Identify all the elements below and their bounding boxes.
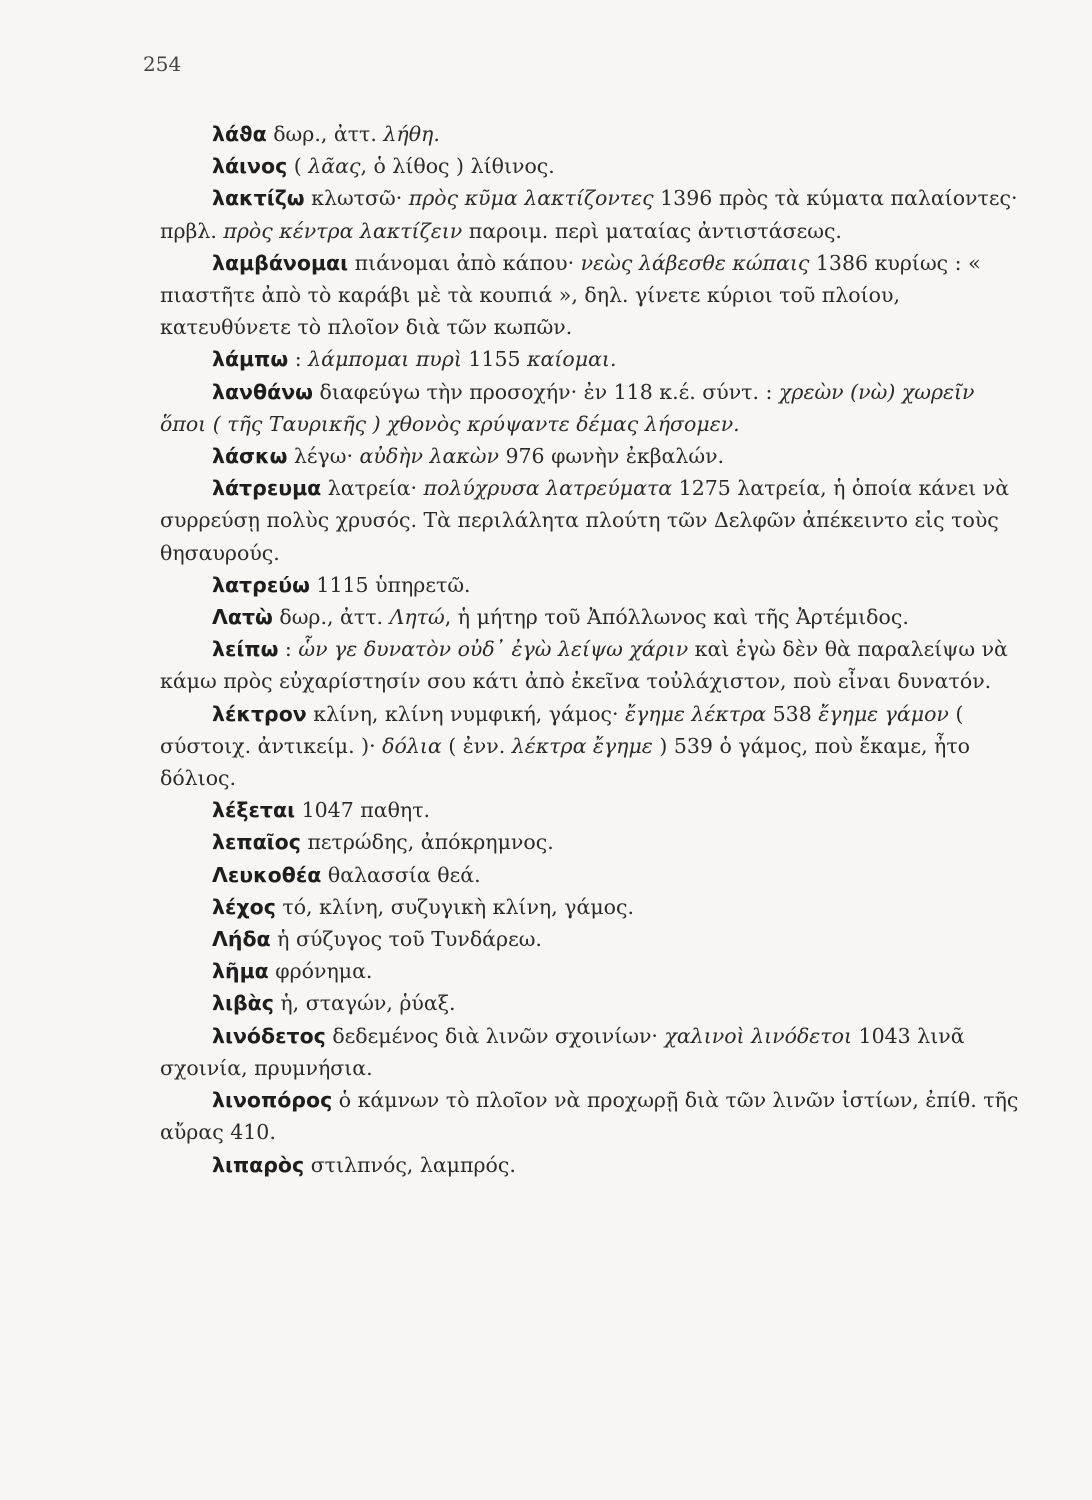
entry-definition: λέγω·: [287, 444, 360, 469]
entry-headword: Λήδα: [212, 927, 271, 952]
entry-headword: λάτρευμα: [212, 476, 322, 501]
entry-quotation: πρὸς κέντρα λακτίζειν: [223, 218, 463, 243]
entry-definition: πετρώδης, ἀπόκρημνος.: [300, 830, 554, 855]
entry-headword: λέκτρον: [212, 701, 307, 726]
glossary-entry: [160, 569, 1020, 601]
entry-headword: λαμβάνομαι: [212, 250, 349, 275]
glossary-entry: [160, 376, 1020, 440]
entry-definition: 1396 πρὸς τὰ κύματα παλαίοντες· πρβλ.: [160, 186, 1018, 243]
entry-definition: στιλπνός, λαμπρός.: [304, 1152, 516, 1177]
entry-headword: λάινος: [212, 154, 288, 179]
entry-definition: 1043 λινᾶ σχοινία, πρυμνήσια.: [160, 1023, 965, 1080]
entry-headword: λεπαῖος: [212, 830, 301, 855]
entry-headword: Λευκοθέα: [212, 862, 322, 887]
entry-definition: τό, κλίνη, συζυγικὴ κλίνη, γάμος.: [275, 894, 635, 919]
entry-definition: , ὁ λίθος ) λίθινος.: [360, 154, 555, 179]
glossary-entry: [160, 1020, 1020, 1084]
entry-definition: 1155: [461, 347, 528, 372]
entry-definition: ἡ, σταγών, ῥύαξ.: [273, 991, 456, 1016]
entry-definition: :: [278, 637, 299, 662]
glossary-entry: [160, 955, 1020, 987]
entry-definition: δεδεμένος διὰ λινῶν σχοινίων·: [325, 1023, 665, 1048]
entry-definition: 1386 κυρίως : « πιαστῆτε ἀπὸ τὸ καράβι μὲ τὰ κουπιά », δηλ. γίνετε κύριοι τοῦ πλοίου, κατευθύνετε τὸ πλοῖον διὰ τῶν κωπῶν.: [160, 250, 981, 340]
glossary-entry: [160, 601, 1020, 633]
entry-quotation: λᾶας: [308, 154, 361, 179]
entry-definition: φρόνημα.: [268, 959, 373, 984]
entry-headword: λάϑα: [212, 122, 267, 146]
entry-definition: ) 539 ὁ γάμος, ποὺ ἔκαμε, ἦτο δόλιος.: [160, 733, 970, 791]
entry-definition: 976 φωνὴν ἐκβαλών.: [498, 444, 725, 469]
entry-headword: λάμπω: [212, 347, 289, 372]
glossary-entry: [160, 150, 1020, 182]
entry-definition: κλίνη, κλίνη νυμφική, γάμος·: [306, 701, 626, 726]
entry-headword: λινοπόρος: [212, 1088, 333, 1113]
entry-definition: (: [287, 154, 309, 179]
entry-quotation: λήθη.: [383, 122, 440, 146]
entry-definition: παροιμ. περὶ ματαίας ἀντιστάσεως.: [462, 218, 842, 243]
entry-quotation: λάμπομαι πυρὶ: [308, 347, 462, 372]
glossary-entry: [160, 891, 1020, 923]
entry-definition: 1275 λατρεία, ἡ ὁποία κάνει νὰ συρρεύσῃ πολὺς χρυσός. Τὰ περιλάλητα πλούτη τῶν Δελφῶν ἀπέκειντο εἰς τοὺς θησαυρούς.: [160, 476, 1010, 565]
glossary-entry: [160, 118, 1020, 150]
entry-definition: διαφεύγω τὴν προσοχήν· ἐν 118 κ.έ. σύντ. :: [312, 379, 779, 404]
entry-definition: θαλασσία θεά.: [321, 862, 481, 887]
glossary-entry: [160, 859, 1020, 891]
entry-definition: πιάνομαι ἀπὸ κάπου·: [348, 250, 581, 275]
entry-quotation: Λητώ: [389, 605, 445, 630]
glossary-entry: [160, 343, 1020, 375]
entry-headword: λακτίζω: [212, 186, 305, 211]
entry-quotation: δόλια: [382, 733, 442, 758]
entry-definition: :: [288, 347, 309, 372]
entry-definition: λατρεία·: [321, 476, 424, 501]
glossary-entries: [160, 118, 1020, 1181]
entry-quotation: λέκτρα ἔγημε: [511, 733, 653, 758]
entry-headword: λανθάνω: [212, 379, 313, 404]
glossary-entry: [160, 826, 1020, 858]
entry-definition: ( ἐνν.: [441, 733, 512, 758]
glossary-entry: [160, 698, 1020, 795]
entry-quotation: ὧν γε δυνατὸν οὐδ᾽ ἐγὼ λείψω χάριν: [298, 637, 689, 662]
entry-definition: ὁ κάμνων τὸ πλοῖον νὰ προχωρῇ διὰ τῶν λινῶν ἱστίων, ἐπίθ. τῆς αὔρας 410.: [160, 1088, 1019, 1145]
entry-headword: λείπω: [212, 637, 279, 662]
glossary-entry: [160, 633, 1020, 697]
entry-quotation: πρὸς κῦμα λακτίζοντες: [408, 186, 654, 211]
entry-quotation: πολύχρυσα λατρεύματα: [423, 476, 673, 501]
entry-headword: λατρεύω: [212, 572, 310, 597]
entry-definition: 1115 ὑπηρετῶ.: [309, 572, 471, 597]
entry-headword: λάσκω: [212, 444, 288, 469]
entry-headword: Λατὼ: [212, 605, 273, 630]
glossary-entry: [160, 182, 1020, 246]
entry-quotation: ἔγημε λέκτρα: [625, 701, 767, 726]
entry-definition: 1047 παθητ.: [295, 798, 431, 823]
entry-quotation: ἔγημε γάμον: [818, 701, 949, 726]
entry-definition: , ἡ μήτηρ τοῦ Ἀπόλλωνος καὶ τῆς Ἀρτέμιδος.: [444, 605, 909, 630]
entry-definition: κλωτσῶ·: [304, 186, 409, 211]
entry-definition: δωρ., ἀττ.: [266, 122, 384, 146]
glossary-entry: [160, 923, 1020, 955]
entry-definition: δωρ., ἀττ.: [272, 605, 390, 630]
entry-definition: 538: [766, 701, 819, 726]
glossary-entry: [160, 1149, 1020, 1181]
entry-definition: ἡ σύζυγος τοῦ Τυνδάρεω.: [270, 927, 542, 952]
entry-headword: λῆμα: [212, 959, 269, 984]
glossary-entry: [160, 794, 1020, 826]
entry-quotation: χαλινοὶ λινόδετοι: [664, 1023, 853, 1048]
entry-definition: ( σύστοιχ. ἀντικείμ. )·: [160, 701, 964, 758]
glossary-entry: [160, 987, 1020, 1019]
entry-headword: λιπαρὸς: [212, 1152, 305, 1177]
entry-definition: καὶ ἐγὼ δὲν θὰ παραλείψω νὰ κάμω πρὸς εὐχαρίστησίν σου κάτι ἀπὸ ἐκεῖνα τοὐλάχιστον, ποὺ εἶναι δυνατόν.: [160, 637, 1008, 694]
page-number: 254: [143, 52, 182, 76]
entry-quotation: χρεὼν (νὼ) χωρεῖν ὅποι ( τῆς Ταυρικῆς ) χθονὸς κρύψαντε δέμας λήσομεν.: [160, 379, 975, 436]
entry-headword: λέχος: [212, 894, 276, 919]
entry-quotation: καίομαι.: [527, 347, 617, 372]
glossary-entry: [160, 440, 1020, 472]
entry-headword: λιβὰς: [212, 991, 274, 1016]
entry-quotation: αὐδὴν λακὼν: [359, 444, 499, 469]
entry-headword: λινόδετος: [212, 1023, 326, 1048]
glossary-entry: [160, 1084, 1020, 1148]
entry-quotation: νεὼς λάβεσθε κώπαις: [580, 250, 810, 275]
glossary-entry: [160, 247, 1020, 344]
glossary-entry: [160, 472, 1020, 569]
entry-headword: λέξεται: [212, 798, 296, 823]
